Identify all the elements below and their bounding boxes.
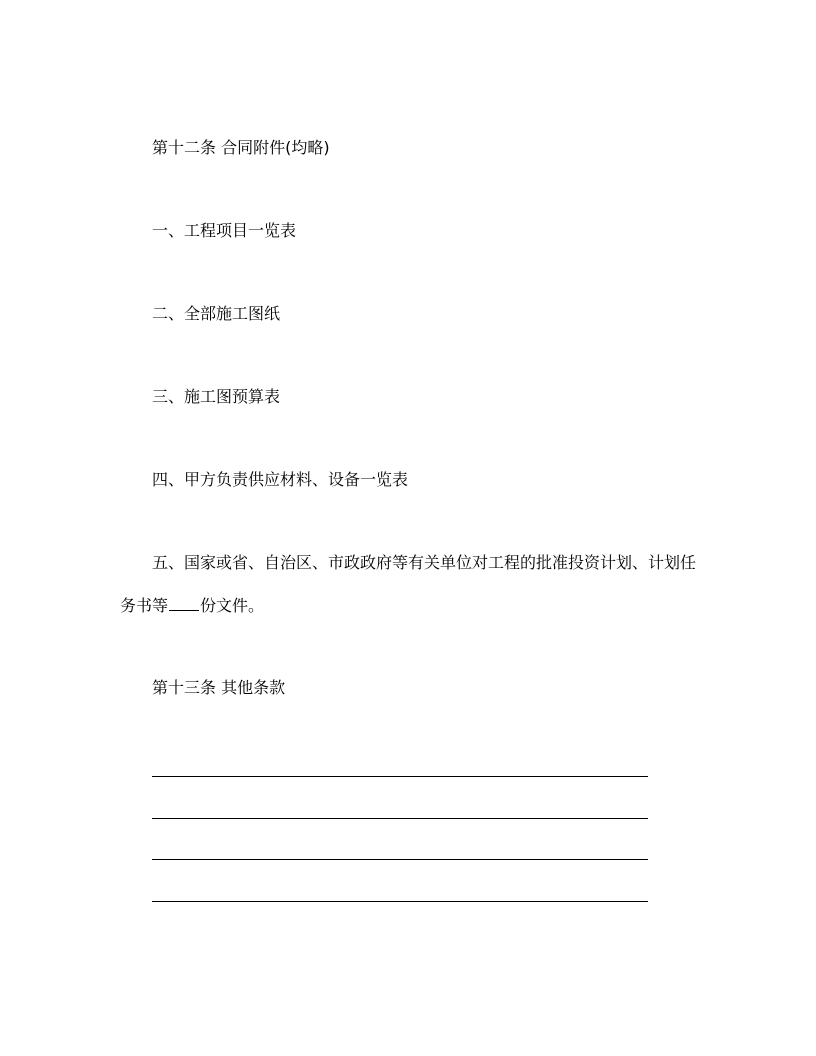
article-13-heading: 第十三条 其他条款 <box>152 678 286 697</box>
blank-line-3 <box>152 859 648 860</box>
attachment-item-4: 四、甲方负责供应材料、设备一览表 <box>152 470 409 489</box>
article-12-heading: 第十二条 合同附件(均略) <box>152 138 330 157</box>
blank-line-4 <box>152 901 648 902</box>
attachment-item-3: 三、施工图预算表 <box>152 387 281 406</box>
attachment-item-5-line-2 <box>120 596 264 616</box>
blank-line-1 <box>152 776 648 777</box>
blank-line-2 <box>152 818 648 819</box>
item-5-text-after-blank: 份文件。 <box>200 596 265 615</box>
attachment-item-5-line-1: 五、国家或省、自治区、市政政府等有关单位对工程的批准投资计划、计划任 <box>152 553 697 572</box>
fill-in-blank <box>169 596 199 611</box>
attachment-item-1: 一、工程项目一览表 <box>152 221 297 240</box>
item-5-text-before-blank: 务书等 <box>120 596 169 615</box>
attachment-item-2: 二、全部施工图纸 <box>152 304 281 323</box>
